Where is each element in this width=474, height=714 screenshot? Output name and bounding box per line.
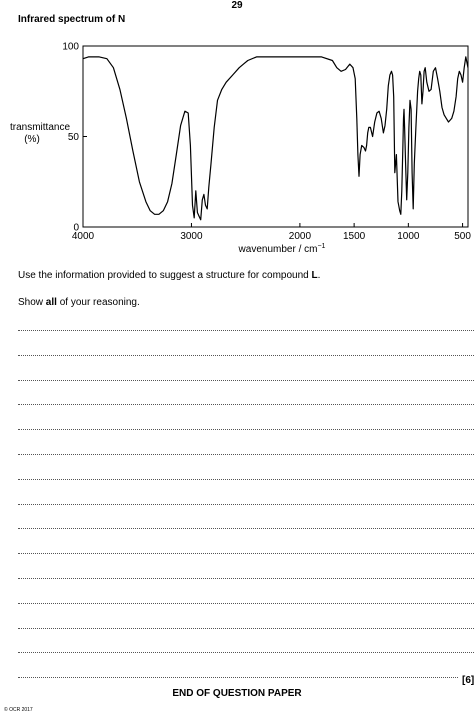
- x-tick-label: 1000: [397, 231, 420, 242]
- answer-line[interactable]: [18, 429, 474, 430]
- answer-line[interactable]: [18, 603, 474, 604]
- x-axis: [72, 223, 471, 242]
- plot-frame: [83, 46, 468, 227]
- x-tick-label: 1500: [343, 231, 366, 242]
- copyright-notice: © OCR 2017: [4, 707, 33, 713]
- x-tick-label: 500: [454, 231, 471, 242]
- instruction-1-compound: L: [311, 270, 318, 281]
- y-tick-label: 100: [62, 41, 79, 53]
- x-axis-label-text: wavenumber / cm: [238, 244, 318, 255]
- x-tick-label: 4000: [71, 231, 95, 242]
- answer-line[interactable]: [18, 628, 474, 629]
- chart-title: Infrared spectrum of N: [18, 14, 126, 25]
- instruction-2-emphasis: all: [45, 297, 57, 308]
- spectrum-line: [83, 57, 468, 220]
- instruction-1-end: .: [317, 270, 321, 281]
- instruction-show-reasoning: [18, 297, 140, 308]
- y-tick-label: 0: [73, 222, 79, 234]
- answer-line[interactable]: [18, 504, 474, 505]
- answer-line[interactable]: [18, 330, 474, 331]
- instruction-1-text: Use the information provided to suggest a structure for compound: [18, 270, 312, 281]
- answer-line[interactable]: [18, 380, 474, 381]
- instruction-2-end: of your reasoning.: [56, 297, 140, 308]
- answer-line[interactable]: [18, 677, 458, 678]
- instruction-2-text: Show: [18, 297, 46, 308]
- x-tick-label: 3000: [180, 231, 203, 242]
- y-axis-label-line2: (%): [24, 134, 40, 145]
- answer-line[interactable]: [18, 479, 474, 480]
- x-axis-label-superscript: −1: [317, 243, 326, 250]
- answer-line[interactable]: [18, 355, 474, 356]
- answer-line[interactable]: [18, 454, 474, 455]
- marks-label: [6]: [462, 675, 474, 686]
- end-of-paper-text: END OF QUESTION PAPER: [172, 688, 302, 699]
- y-tick-label: 50: [67, 132, 79, 143]
- answer-line[interactable]: [18, 652, 474, 653]
- x-tick-label: 2000: [288, 231, 312, 242]
- ir-spectrum-chart: [0, 36, 474, 256]
- y-axis-label-line1: transmittance: [9, 122, 71, 133]
- answer-line[interactable]: [18, 553, 474, 554]
- page-number: 29: [231, 0, 243, 11]
- instruction-suggest-structure: [18, 270, 320, 281]
- answer-line[interactable]: [18, 404, 474, 405]
- x-axis-label: [238, 243, 326, 255]
- answer-line[interactable]: [18, 528, 474, 529]
- answer-line[interactable]: [18, 578, 474, 579]
